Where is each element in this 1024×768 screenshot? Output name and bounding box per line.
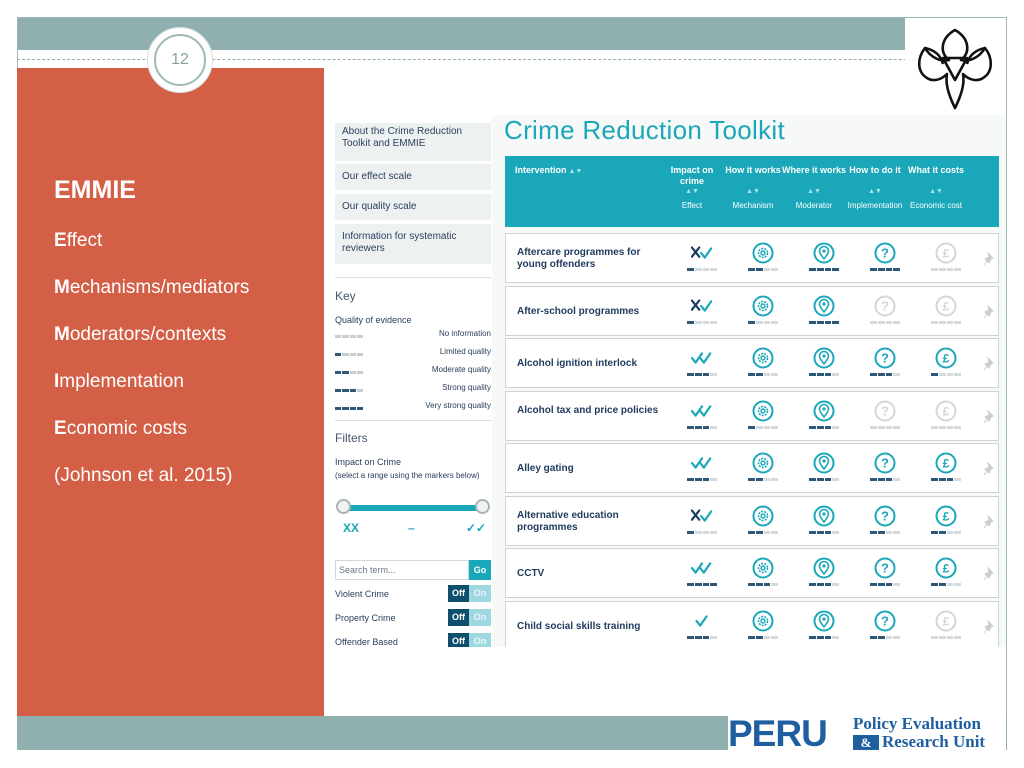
sort-arrows-icon[interactable]: ▲▼ xyxy=(685,188,699,195)
cell-cost[interactable] xyxy=(913,497,979,547)
quality-key-row xyxy=(335,365,491,379)
link-effect-scale[interactable]: Our effect scale xyxy=(335,164,491,190)
effect-icon xyxy=(691,400,713,422)
pound-sign-icon xyxy=(935,295,957,317)
quality-bar xyxy=(748,373,778,376)
svg-text:£: £ xyxy=(942,614,950,628)
emmie-item-mechanisms: Mechanisms/mediators xyxy=(54,277,250,298)
quality-bar xyxy=(687,583,717,586)
cell-mechanism[interactable] xyxy=(730,392,796,442)
quality-key-label: Limited quality xyxy=(439,347,491,356)
effect-icon xyxy=(691,242,713,264)
sidebar-divider xyxy=(335,420,491,421)
toggle-violent-on[interactable]: On xyxy=(469,585,491,602)
svg-text:£: £ xyxy=(942,561,950,576)
toggle-label-offender: Offender Based xyxy=(335,637,398,647)
location-pin-icon xyxy=(813,557,835,579)
cell-cost[interactable] xyxy=(913,444,979,494)
peru-acronym: PERU xyxy=(728,713,827,754)
sort-arrows-icon[interactable]: ▲▼ xyxy=(868,188,882,195)
cell-moderator[interactable] xyxy=(791,339,857,389)
cell-mechanism[interactable] xyxy=(730,287,796,337)
pound-sign-icon xyxy=(935,242,957,264)
intervention-row[interactable] xyxy=(505,496,999,546)
question-mark-icon xyxy=(874,610,896,632)
emmie-item-economic: Economic costs xyxy=(54,418,188,439)
pin-icon[interactable] xyxy=(984,410,996,424)
svg-text:£: £ xyxy=(942,299,950,313)
search-input[interactable]: Search term... xyxy=(335,560,469,580)
effect-icon xyxy=(691,452,713,474)
filters-heading: Filters xyxy=(335,431,368,445)
quality-key-label: No information xyxy=(438,329,491,338)
knot-logo-icon xyxy=(905,18,1006,119)
question-mark-icon xyxy=(874,505,896,527)
quality-bar xyxy=(335,353,363,356)
quality-heading: Quality of evidence xyxy=(335,315,412,325)
gear-icon xyxy=(752,295,774,317)
intervention-name[interactable]: After-school programmes xyxy=(517,305,640,317)
effect-icon xyxy=(691,557,713,579)
toggle-label-violent: Violent Crime xyxy=(335,589,389,599)
cell-implementation[interactable] xyxy=(852,234,918,284)
intervention-row[interactable] xyxy=(505,233,999,283)
question-mark-icon xyxy=(874,400,896,422)
toggle-offender-on[interactable]: On xyxy=(469,633,491,647)
quality-bar xyxy=(931,531,961,534)
pin-icon[interactable] xyxy=(984,252,996,266)
quality-bar xyxy=(931,478,961,481)
quality-bar xyxy=(809,268,839,271)
quality-bar xyxy=(687,268,717,271)
cell-mechanism[interactable] xyxy=(730,497,796,547)
location-pin-icon xyxy=(813,610,835,632)
gear-icon xyxy=(752,452,774,474)
impact-slider-min-handle[interactable] xyxy=(336,499,351,514)
quality-bar xyxy=(931,583,961,586)
svg-text:£: £ xyxy=(942,456,950,471)
cell-mechanism[interactable] xyxy=(730,339,796,389)
quality-bar xyxy=(809,373,839,376)
column-subheader: Moderator xyxy=(795,201,833,210)
cell-implementation[interactable] xyxy=(852,549,918,599)
cell-moderator[interactable] xyxy=(791,444,857,494)
slide-heading: EMMIE xyxy=(54,176,136,204)
intervention-name[interactable]: Aftercare programmes for young offenders xyxy=(517,247,641,270)
toggle-label-property: Property Crime xyxy=(335,613,396,623)
pin-icon[interactable] xyxy=(984,462,996,476)
cell-mechanism[interactable] xyxy=(730,602,796,648)
pound-sign-icon xyxy=(935,452,957,474)
quality-bar xyxy=(931,321,961,324)
toggle-offender-off[interactable]: Off xyxy=(448,633,469,647)
quality-bar xyxy=(870,321,900,324)
quality-bar xyxy=(809,426,839,429)
intervention-name[interactable]: Child social skills training xyxy=(517,620,641,632)
peru-line2: & Research Unit xyxy=(853,733,985,751)
pound-sign-icon xyxy=(935,505,957,527)
svg-text:?: ? xyxy=(881,403,889,418)
quality-bar xyxy=(809,321,839,324)
quality-bar xyxy=(687,321,717,324)
sort-arrows-icon[interactable]: ▲▼ xyxy=(807,188,821,195)
toggle-property-off[interactable]: Off xyxy=(448,609,469,626)
toggle-property-on[interactable]: On xyxy=(469,609,491,626)
quality-key-label: Very strong quality xyxy=(425,401,491,410)
effect-icon xyxy=(691,610,713,632)
cell-effect[interactable] xyxy=(669,549,735,599)
question-mark-icon xyxy=(874,347,896,369)
pin-icon[interactable] xyxy=(984,305,996,319)
cell-mechanism[interactable] xyxy=(730,444,796,494)
quality-bar xyxy=(335,407,363,410)
svg-text:?: ? xyxy=(881,508,889,523)
quality-bar xyxy=(870,426,900,429)
effect-icon xyxy=(691,295,713,317)
quality-bar xyxy=(687,636,717,639)
slider-label-min: XX xyxy=(343,521,360,535)
toolkit-screenshot xyxy=(330,115,1006,647)
svg-text:?: ? xyxy=(881,245,889,261)
left-panel xyxy=(17,68,324,716)
intervention-header[interactable]: Intervention ▲▼ xyxy=(515,165,583,175)
cell-cost[interactable] xyxy=(913,602,979,648)
toggle-violent-off[interactable]: Off xyxy=(448,585,469,602)
quality-bar xyxy=(687,373,717,376)
quality-bar xyxy=(870,268,900,271)
pound-sign-icon xyxy=(935,400,957,422)
location-pin-icon xyxy=(813,400,835,422)
svg-text:?: ? xyxy=(881,350,889,366)
svg-text:£: £ xyxy=(942,404,950,418)
quality-bar xyxy=(748,426,778,429)
effect-icon xyxy=(691,505,713,527)
gear-icon xyxy=(752,347,774,369)
slider-label-mid: – xyxy=(408,521,415,535)
quality-bar xyxy=(809,636,839,639)
svg-text:?: ? xyxy=(881,298,889,313)
gear-icon xyxy=(752,505,774,527)
cell-effect[interactable] xyxy=(669,497,735,547)
cell-moderator[interactable] xyxy=(791,497,857,547)
quality-bar xyxy=(748,268,778,271)
column-header[interactable]: How it works xyxy=(725,165,781,175)
quality-bar xyxy=(870,478,900,481)
toolkit-title: Crime Reduction Toolkit xyxy=(504,115,785,145)
quality-key-row xyxy=(335,401,491,415)
quality-key-row xyxy=(335,383,491,397)
quality-bar xyxy=(931,268,961,271)
cell-implementation[interactable] xyxy=(852,444,918,494)
quality-bar xyxy=(870,531,900,534)
link-systematic-reviewers[interactable]: Information for systematic reviewers xyxy=(335,224,491,264)
quality-bar xyxy=(687,478,717,481)
peru-logo xyxy=(728,713,1006,754)
pound-sign-icon xyxy=(935,610,957,632)
link-quality-scale[interactable]: Our quality scale xyxy=(335,194,491,220)
peru-line1: Policy Evaluation xyxy=(853,714,981,733)
effect-icon xyxy=(691,347,713,369)
quality-bar xyxy=(809,478,839,481)
cell-implementation[interactable] xyxy=(852,392,918,442)
quality-bar xyxy=(335,335,363,338)
intervention-row[interactable] xyxy=(505,548,999,598)
quality-bar xyxy=(335,371,363,374)
pin-icon[interactable] xyxy=(984,357,996,371)
cell-cost[interactable] xyxy=(913,287,979,337)
cell-moderator[interactable] xyxy=(791,234,857,284)
gear-icon xyxy=(752,610,774,632)
cell-effect[interactable] xyxy=(669,339,735,389)
quality-bar xyxy=(687,531,717,534)
quality-bar xyxy=(931,636,961,639)
link-about-toolkit[interactable]: About the Crime Reduction Toolkit and EMMIE xyxy=(335,123,491,161)
cell-cost[interactable] xyxy=(913,234,979,284)
emmie-item-effect: Effect xyxy=(54,230,103,251)
cell-moderator[interactable] xyxy=(791,287,857,337)
university-logo xyxy=(905,18,1006,119)
column-header[interactable]: Impact on crime xyxy=(670,165,714,186)
location-pin-icon xyxy=(813,347,835,369)
column-header[interactable]: Where it works xyxy=(781,165,846,175)
location-pin-icon xyxy=(813,242,835,264)
intervention-row[interactable] xyxy=(505,601,999,648)
impact-slider-max-handle[interactable] xyxy=(475,499,490,514)
pound-sign-icon xyxy=(935,347,957,369)
intervention-row[interactable] xyxy=(505,391,999,441)
key-heading: Key xyxy=(335,289,356,303)
page-number: 12 xyxy=(154,34,206,86)
cell-moderator[interactable] xyxy=(791,602,857,648)
citation: (Johnson et al. 2015) xyxy=(54,465,233,486)
quality-key-row xyxy=(335,329,491,343)
impact-label: Impact on Crime xyxy=(335,457,402,467)
cell-effect[interactable] xyxy=(669,392,735,442)
quality-key-label: Moderate quality xyxy=(431,365,491,374)
svg-text:?: ? xyxy=(881,613,889,628)
quality-bar xyxy=(748,583,778,586)
cell-implementation[interactable] xyxy=(852,602,918,648)
pound-sign-icon xyxy=(935,557,957,579)
intervention-name[interactable]: Alternative education programmes xyxy=(517,509,619,533)
cell-moderator[interactable] xyxy=(791,549,857,599)
location-pin-icon xyxy=(813,452,835,474)
quality-bar xyxy=(748,531,778,534)
quality-bar xyxy=(748,636,778,639)
gear-icon xyxy=(752,400,774,422)
impact-hint: (select a range using the markers below) xyxy=(335,471,480,480)
table-header xyxy=(505,156,999,227)
quality-bar xyxy=(748,478,778,481)
quality-bar xyxy=(687,426,717,429)
cell-mechanism[interactable] xyxy=(730,549,796,599)
svg-text:£: £ xyxy=(942,351,950,366)
cell-cost[interactable] xyxy=(913,339,979,389)
cell-cost[interactable] xyxy=(913,392,979,442)
quality-bar xyxy=(870,373,900,376)
sort-arrows-icon[interactable]: ▲▼ xyxy=(746,188,760,195)
cell-effect[interactable] xyxy=(669,602,735,648)
quality-key-row xyxy=(335,347,491,361)
pin-icon[interactable] xyxy=(984,620,996,634)
slider-label-max: ✓✓ xyxy=(466,521,487,535)
column-subheader: Effect xyxy=(681,201,703,210)
quality-bar xyxy=(809,583,839,586)
quality-bar xyxy=(931,373,961,376)
cell-implementation[interactable] xyxy=(852,497,918,547)
toolkit-sidebar xyxy=(330,115,492,647)
quality-bar xyxy=(870,636,900,639)
quality-bar xyxy=(809,531,839,534)
column-subheader: Mechanism xyxy=(732,201,774,210)
cell-effect[interactable] xyxy=(669,444,735,494)
cell-mechanism[interactable] xyxy=(730,234,796,284)
column-subheader: Implementation xyxy=(847,201,903,210)
cell-implementation[interactable] xyxy=(852,287,918,337)
gear-icon xyxy=(752,242,774,264)
question-mark-icon xyxy=(874,557,896,579)
svg-text:£: £ xyxy=(942,509,950,523)
quality-bar xyxy=(335,389,363,392)
location-pin-icon xyxy=(813,295,835,317)
gear-icon xyxy=(752,557,774,579)
intervention-name[interactable]: Alley gating xyxy=(517,463,574,474)
cell-effect[interactable] xyxy=(669,234,735,284)
intervention-name[interactable]: CCTV xyxy=(517,568,545,579)
cell-effect[interactable] xyxy=(669,287,735,337)
intervention-row[interactable] xyxy=(505,338,999,388)
cell-implementation[interactable] xyxy=(852,339,918,389)
question-mark-icon xyxy=(874,242,896,264)
svg-text:?: ? xyxy=(881,560,889,576)
svg-text:?: ? xyxy=(881,455,889,471)
quality-key-label: Strong quality xyxy=(442,383,491,392)
pin-icon[interactable] xyxy=(984,515,996,529)
pin-icon[interactable] xyxy=(984,567,996,581)
svg-text:£: £ xyxy=(942,246,950,261)
intervention-name[interactable]: Alcohol tax and price policies xyxy=(517,404,659,416)
emmie-item-implementation: Implementation xyxy=(54,371,184,392)
go-button[interactable]: Go xyxy=(469,560,491,580)
location-pin-icon xyxy=(813,505,835,527)
intervention-row[interactable] xyxy=(505,443,999,493)
column-header[interactable]: How to do it xyxy=(849,165,901,175)
question-mark-icon xyxy=(874,295,896,317)
column-subheader: Economic cost xyxy=(909,201,963,210)
question-mark-icon xyxy=(874,452,896,474)
quality-bar xyxy=(931,426,961,429)
sort-arrows-icon[interactable]: ▲▼ xyxy=(929,188,943,195)
cell-moderator[interactable] xyxy=(791,392,857,442)
quality-bar xyxy=(870,583,900,586)
intervention-name[interactable]: Alcohol ignition interlock xyxy=(517,358,637,369)
emmie-item-moderators: Moderators/contexts xyxy=(54,324,227,345)
quality-bar xyxy=(748,321,778,324)
impact-slider-track[interactable] xyxy=(343,505,483,511)
sidebar-divider xyxy=(335,277,491,278)
cell-cost[interactable] xyxy=(913,549,979,599)
intervention-row[interactable] xyxy=(505,286,999,336)
column-header[interactable]: What it costs xyxy=(907,165,964,175)
